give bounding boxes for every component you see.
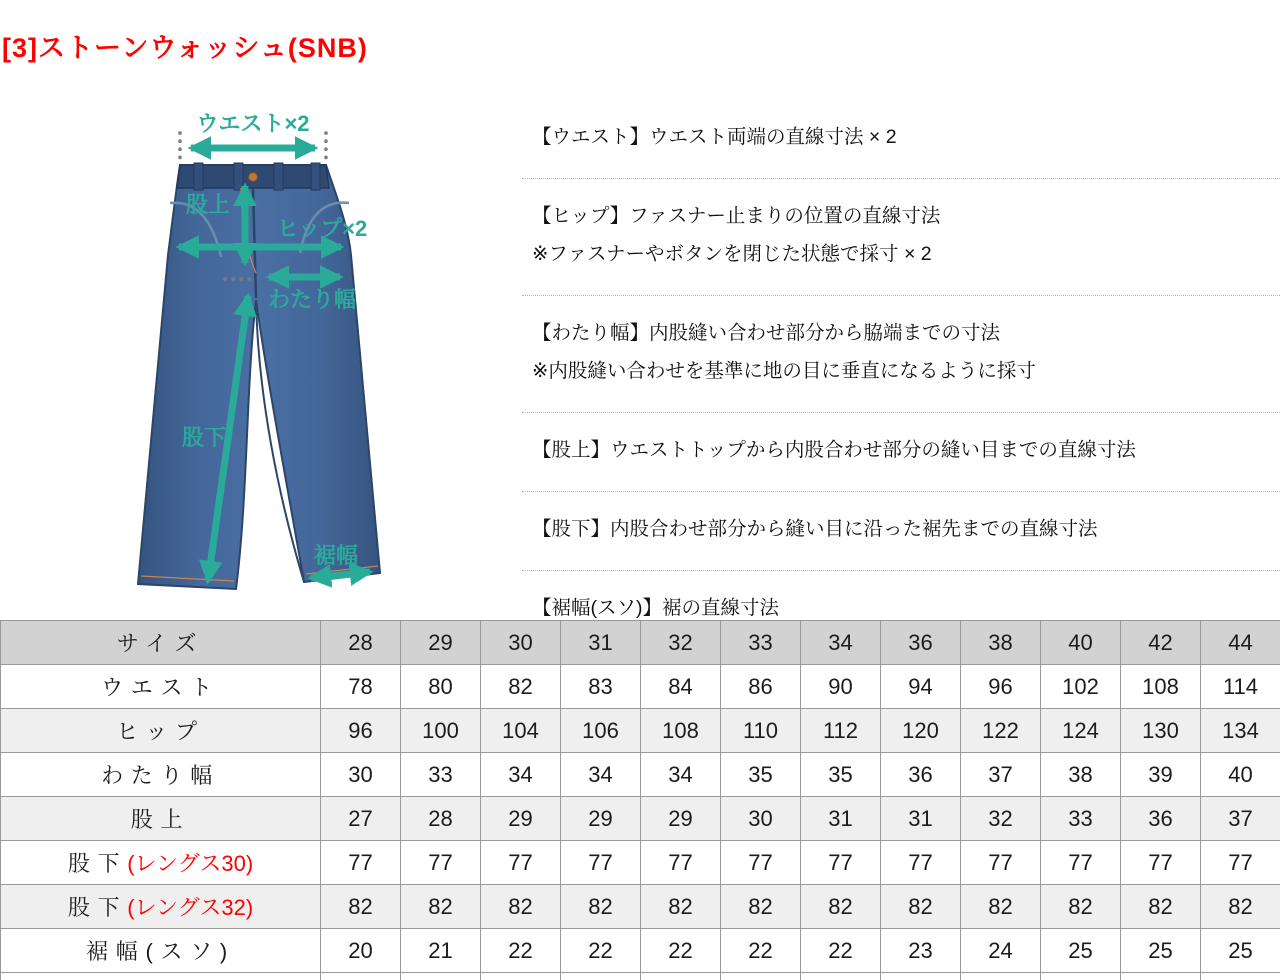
value-cell: 37 bbox=[961, 753, 1041, 797]
row-label: わたり幅 bbox=[1, 753, 321, 797]
empty-cell bbox=[961, 973, 1041, 980]
value-cell: 77 bbox=[401, 841, 481, 885]
value-cell: 40 bbox=[1201, 753, 1280, 797]
value-cell: 31 bbox=[801, 797, 881, 841]
value-cell: 82 bbox=[481, 885, 561, 929]
size-header-label: サイズ bbox=[1, 621, 321, 665]
value-cell: 22 bbox=[481, 929, 561, 973]
empty-cell bbox=[401, 973, 481, 980]
value-cell: 36 bbox=[881, 753, 961, 797]
size-column-header: 30 bbox=[481, 621, 561, 665]
empty-cell bbox=[561, 973, 641, 980]
size-table-row-2 bbox=[1, 753, 1280, 797]
row-label: 裾幅(スソ) bbox=[1, 929, 321, 973]
value-cell: 80 bbox=[401, 665, 481, 709]
empty-cell bbox=[1121, 973, 1201, 980]
value-cell: 38 bbox=[1041, 753, 1121, 797]
description-line: ※ファスナーやボタンを閉じた状態で採寸 × 2 bbox=[532, 243, 932, 265]
value-cell: 23 bbox=[881, 929, 961, 973]
description-block-4 bbox=[522, 492, 1280, 571]
waist-label: ウエスト×2 bbox=[196, 111, 310, 136]
value-cell: 82 bbox=[1041, 885, 1121, 929]
value-cell: 77 bbox=[321, 841, 401, 885]
value-cell: 100 bbox=[401, 709, 481, 753]
value-cell: 21 bbox=[401, 929, 481, 973]
value-cell: 22 bbox=[801, 929, 881, 973]
value-cell: 82 bbox=[801, 885, 881, 929]
empty-cell bbox=[1, 973, 321, 980]
row-label: ヒップ bbox=[1, 709, 321, 753]
empty-cell bbox=[321, 973, 401, 980]
empty-cell bbox=[641, 973, 721, 980]
value-cell: 34 bbox=[481, 753, 561, 797]
value-cell: 30 bbox=[721, 797, 801, 841]
value-cell: 77 bbox=[1041, 841, 1121, 885]
value-cell: 82 bbox=[1201, 885, 1280, 929]
size-table-row-3 bbox=[1, 797, 1280, 841]
value-cell: 39 bbox=[1121, 753, 1201, 797]
empty-cell bbox=[721, 973, 801, 980]
empty-cell bbox=[881, 973, 961, 980]
value-cell: 36 bbox=[1121, 797, 1201, 841]
value-cell: 29 bbox=[641, 797, 721, 841]
value-cell: 77 bbox=[1121, 841, 1201, 885]
empty-cell bbox=[801, 973, 881, 980]
description-block-1 bbox=[522, 179, 1280, 296]
value-cell: 25 bbox=[1121, 929, 1201, 973]
size-column-header: 42 bbox=[1121, 621, 1201, 665]
empty-cell bbox=[1201, 973, 1280, 980]
size-column-header: 32 bbox=[641, 621, 721, 665]
value-cell: 31 bbox=[881, 797, 961, 841]
value-cell: 30 bbox=[321, 753, 401, 797]
size-column-header: 31 bbox=[561, 621, 641, 665]
row-label: ウエスト bbox=[1, 665, 321, 709]
thigh-label: わたり幅 bbox=[267, 287, 357, 312]
value-cell: 37 bbox=[1201, 797, 1280, 841]
value-cell: 82 bbox=[721, 885, 801, 929]
jeans-measurement-figure bbox=[108, 95, 440, 607]
page-title: [3]ストーンウォッシュ(SNB) bbox=[2, 33, 368, 63]
size-column-header: 38 bbox=[961, 621, 1041, 665]
description-line: 【ウエスト】ウエスト両端の直線寸法 × 2 bbox=[532, 126, 897, 148]
description-line: ※内股縫い合わせを基準に地の目に垂直になるように採寸 bbox=[532, 360, 1036, 382]
row-label: 股下(レングス32) bbox=[1, 885, 321, 929]
value-cell: 102 bbox=[1041, 665, 1121, 709]
description-line: 【わたり幅】内股縫い合わせ部分から脇端までの寸法 bbox=[532, 322, 1001, 344]
value-cell: 108 bbox=[641, 709, 721, 753]
value-cell: 77 bbox=[881, 841, 961, 885]
hip-label: ヒップ×2 bbox=[276, 216, 368, 241]
value-cell: 27 bbox=[321, 797, 401, 841]
size-table bbox=[0, 620, 1280, 980]
description-line: 【裾幅(スソ)】裾の直線寸法 bbox=[532, 597, 779, 619]
size-column-header: 34 bbox=[801, 621, 881, 665]
value-cell: 77 bbox=[561, 841, 641, 885]
size-column-header: 44 bbox=[1201, 621, 1280, 665]
value-cell: 77 bbox=[721, 841, 801, 885]
value-cell: 112 bbox=[801, 709, 881, 753]
value-cell: 33 bbox=[401, 753, 481, 797]
description-block-3 bbox=[522, 413, 1280, 492]
description-line: 【股上】ウエストトップから内股合わせ部分の縫い目までの直線寸法 bbox=[532, 439, 1136, 461]
value-cell: 106 bbox=[561, 709, 641, 753]
inseam-label: 股下 bbox=[181, 425, 227, 450]
size-column-header: 36 bbox=[881, 621, 961, 665]
value-cell: 96 bbox=[961, 665, 1041, 709]
value-cell: 25 bbox=[1041, 929, 1121, 973]
value-cell: 82 bbox=[881, 885, 961, 929]
value-cell: 114 bbox=[1201, 665, 1280, 709]
row-label-suffix: (レングス30) bbox=[127, 851, 254, 876]
value-cell: 124 bbox=[1041, 709, 1121, 753]
value-cell: 77 bbox=[481, 841, 561, 885]
size-table-wrap bbox=[0, 620, 1280, 980]
value-cell: 78 bbox=[321, 665, 401, 709]
value-cell: 34 bbox=[561, 753, 641, 797]
jeans-button bbox=[249, 173, 258, 182]
size-table-row-4 bbox=[1, 841, 1280, 885]
value-cell: 24 bbox=[961, 929, 1041, 973]
value-cell: 130 bbox=[1121, 709, 1201, 753]
value-cell: 94 bbox=[881, 665, 961, 709]
value-cell: 77 bbox=[801, 841, 881, 885]
value-cell: 82 bbox=[641, 885, 721, 929]
value-cell: 28 bbox=[401, 797, 481, 841]
value-cell: 29 bbox=[481, 797, 561, 841]
value-cell: 77 bbox=[1201, 841, 1280, 885]
value-cell: 22 bbox=[641, 929, 721, 973]
value-cell: 82 bbox=[321, 885, 401, 929]
value-cell: 90 bbox=[801, 665, 881, 709]
value-cell: 22 bbox=[561, 929, 641, 973]
value-cell: 96 bbox=[321, 709, 401, 753]
value-cell: 82 bbox=[561, 885, 641, 929]
value-cell: 84 bbox=[641, 665, 721, 709]
size-table-row-0 bbox=[1, 665, 1280, 709]
description-block-2 bbox=[522, 296, 1280, 413]
value-cell: 120 bbox=[881, 709, 961, 753]
empty-cell bbox=[1041, 973, 1121, 980]
value-cell: 134 bbox=[1201, 709, 1280, 753]
value-cell: 29 bbox=[561, 797, 641, 841]
description-line: 【股下】内股合わせ部分から縫い目に沿った裾先までの直線寸法 bbox=[532, 518, 1098, 540]
value-cell: 82 bbox=[961, 885, 1041, 929]
size-table-row-1 bbox=[1, 709, 1280, 753]
size-column-header: 28 bbox=[321, 621, 401, 665]
partial-row bbox=[1, 973, 1280, 980]
size-table-header-row bbox=[1, 621, 1280, 665]
value-cell: 108 bbox=[1121, 665, 1201, 709]
jeans-diagram bbox=[108, 95, 440, 607]
size-column-header: 29 bbox=[401, 621, 481, 665]
value-cell: 35 bbox=[721, 753, 801, 797]
value-cell: 82 bbox=[481, 665, 561, 709]
value-cell: 22 bbox=[721, 929, 801, 973]
size-table-row-5 bbox=[1, 885, 1280, 929]
measurement-descriptions bbox=[522, 100, 1280, 650]
value-cell: 77 bbox=[641, 841, 721, 885]
rise-label: 股上 bbox=[185, 192, 231, 217]
value-cell: 82 bbox=[401, 885, 481, 929]
value-cell: 20 bbox=[321, 929, 401, 973]
row-label-suffix: (レングス32) bbox=[127, 895, 254, 920]
empty-cell bbox=[481, 973, 561, 980]
value-cell: 110 bbox=[721, 709, 801, 753]
value-cell: 33 bbox=[1041, 797, 1121, 841]
description-line: 【ヒップ】ファスナー止まりの位置の直線寸法 bbox=[532, 205, 941, 227]
value-cell: 83 bbox=[561, 665, 641, 709]
value-cell: 77 bbox=[961, 841, 1041, 885]
value-cell: 122 bbox=[961, 709, 1041, 753]
value-cell: 86 bbox=[721, 665, 801, 709]
row-label: 股下(レングス30) bbox=[1, 841, 321, 885]
value-cell: 34 bbox=[641, 753, 721, 797]
size-column-header: 40 bbox=[1041, 621, 1121, 665]
size-column-header: 33 bbox=[721, 621, 801, 665]
row-label: 股上 bbox=[1, 797, 321, 841]
size-table-row-6 bbox=[1, 929, 1280, 973]
description-block-0 bbox=[522, 100, 1280, 179]
value-cell: 25 bbox=[1201, 929, 1280, 973]
hem-label: 裾幅 bbox=[313, 543, 359, 568]
value-cell: 32 bbox=[961, 797, 1041, 841]
value-cell: 35 bbox=[801, 753, 881, 797]
value-cell: 104 bbox=[481, 709, 561, 753]
value-cell: 82 bbox=[1121, 885, 1201, 929]
